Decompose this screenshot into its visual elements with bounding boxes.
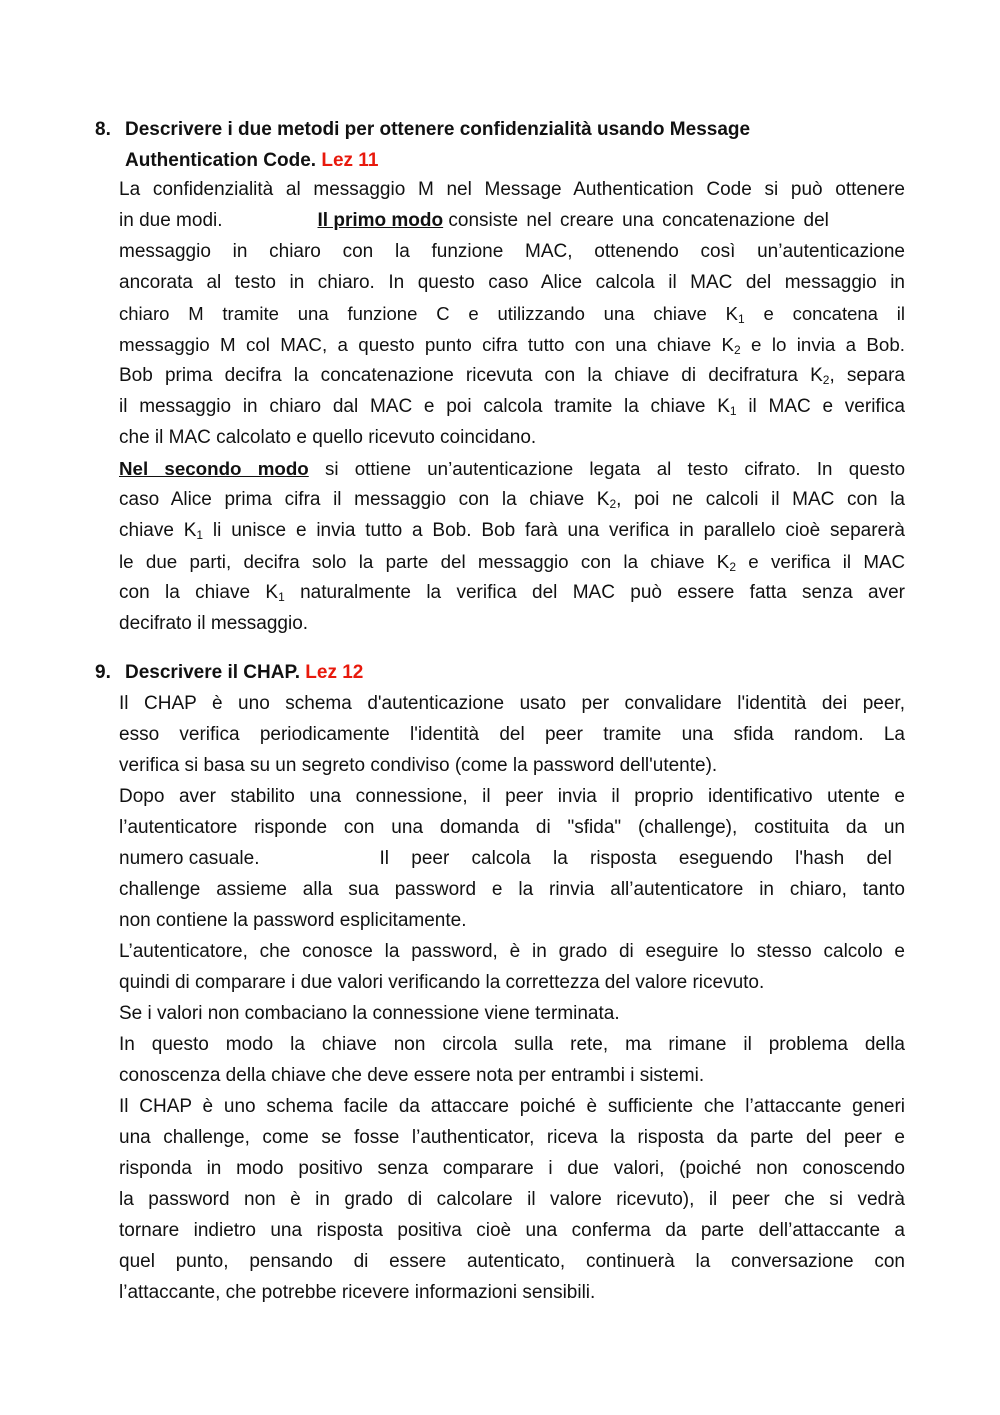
q9-line-17: la password non è in grado di calcolare il valore ricevuto), il peer che si vedrà [119, 1189, 905, 1210]
q8-title-line1: Descrivere i due metodi per ottenere confidenzialità usando Message [125, 119, 751, 140]
q9-lez: Lez 12 [305, 662, 364, 683]
q8-line-1: La confidenzialità al messaggio M nel Message Authentication Code si può ottenere [119, 179, 905, 200]
q9-line-12: In questo modo la chiave non circola sulla rete, ma rimane il problema della [119, 1034, 905, 1055]
q8-line-9: che il MAC calcolato e quello ricevuto coincidano. [119, 427, 537, 448]
q8-line-2: in due modi. Il primo modo consiste nel creare una concatenazione del [119, 210, 829, 231]
q9-line-15: una challenge, come se fosse l’authenticator, riceva la risposta da parte del peer e [119, 1127, 905, 1148]
q8-number: 8. [95, 119, 111, 140]
q9-title [125, 657, 905, 688]
q9-number: 9. [95, 662, 111, 683]
q8-title [125, 114, 905, 176]
q9-line-11: Se i valori non combaciano la connessione viene terminata. [119, 1003, 620, 1024]
q9-line-14: Il CHAP è uno schema facile da attaccare poiché è sufficiente che l’attaccante generi [119, 1096, 905, 1117]
q8-line-10: Nel secondo modo si ottiene un’autenticazione legata al testo cifrato. In questo [119, 458, 905, 479]
q8-line-15: decifrato il messaggio. [119, 613, 309, 634]
q9-line-2: esso verifica periodicamente l'identità del peer tramite una sfida random. La [119, 724, 905, 745]
q8-line-7: Bob prima decifra la concatenazione ricevuta con la chiave di decifratura $K_2$, separa [119, 365, 905, 387]
q8-lez: Lez 11 [321, 150, 379, 171]
q9-line-10: quindi di comparare i due valori verificando la correttezza del valore ricevuto. [119, 972, 765, 993]
q8-heading [95, 114, 905, 176]
primo-modo-label: Il primo modo [317, 210, 444, 231]
q9-line-19: quel punto, pensando di essere autenticato, continuerà la conversazione con [119, 1251, 905, 1272]
q8-line-8: il messaggio in chiaro dal MAC e poi calcola tramite la chiave $K_1$ il MAC e verifica [119, 396, 905, 418]
q8-line-12: chiave $K_1$ li unisce e invia tutto a Bob. Bob farà una verifica in parallelo cioè separerà [119, 520, 905, 542]
q9-line-3: verifica si basa su un segreto condiviso (come la password dell'utente). [119, 755, 718, 776]
q9-line-13: conoscenza della chiave che deve essere nota per entrambi i sistemi. [119, 1065, 705, 1086]
q8-line-4: ancorata al testo in chiaro. In questo caso Alice calcola il MAC del messaggio in [119, 272, 905, 293]
q9-line-1: Il CHAP è uno schema d'autenticazione usato per convalidare l'identità dei peer, [119, 693, 905, 714]
q8-line-6: messaggio M col MAC, a questo punto cifra tutto con una chiave $K_2$ e lo invia a Bob. [119, 334, 905, 357]
q9-line-16: risponda in modo positivo senza comparare i due valori, (poiché non conoscendo [119, 1158, 905, 1179]
q8-line-13: le due parti, decifra solo la parte del messaggio con la chiave $K_2$ e verifica il MAC [119, 551, 905, 574]
secondo-modo-label: Nel secondo modo [119, 458, 309, 479]
q9-line-5: l’autenticatore risponde con una domanda di "sfida" (challenge), costituita da un [119, 817, 905, 838]
q9-heading [95, 657, 905, 688]
q9-line-9: L’autenticatore, che conosce la password, è in grado di eseguire lo stesso calcolo e [119, 941, 905, 962]
q8-line-14: con la chiave $K_1$ naturalmente la verifica del MAC può essere fatta senza aver [119, 582, 905, 604]
q8-title-line2: Authentication Code. [125, 150, 317, 171]
q9-title-text: Descrivere il CHAP. [125, 662, 300, 683]
q8-line-5: chiaro M tramite una funzione C e utilizzando una chiave $K_1$ e concatena il [119, 303, 905, 326]
q9-line-18: tornare indietro una risposta positiva cioè una conferma da parte dell’attaccante a [119, 1220, 905, 1241]
q8-line-3: messaggio in chiaro con la funzione MAC, ottenendo così un’autenticazione [119, 241, 905, 262]
q9-line-20: l’attaccante, che potrebbe ricevere informazioni sensibili. [119, 1282, 596, 1303]
q9-line-6: numero casuale. Il peer calcola la risposta eseguendo l'hash del [119, 848, 892, 869]
q9-line-4: Dopo aver stabilito una connessione, il peer invia il proprio identificativo utente e [119, 786, 905, 807]
q9-line-8: non contiene la password esplicitamente. [119, 910, 467, 931]
q9-line-7: challenge assieme alla sua password e la rinvia all’autenticatore in chiaro, tanto [119, 879, 905, 900]
q8-line-11: caso Alice prima cifra il messaggio con la chiave $K_2$, poi ne calcoli il MAC con la [119, 489, 905, 511]
